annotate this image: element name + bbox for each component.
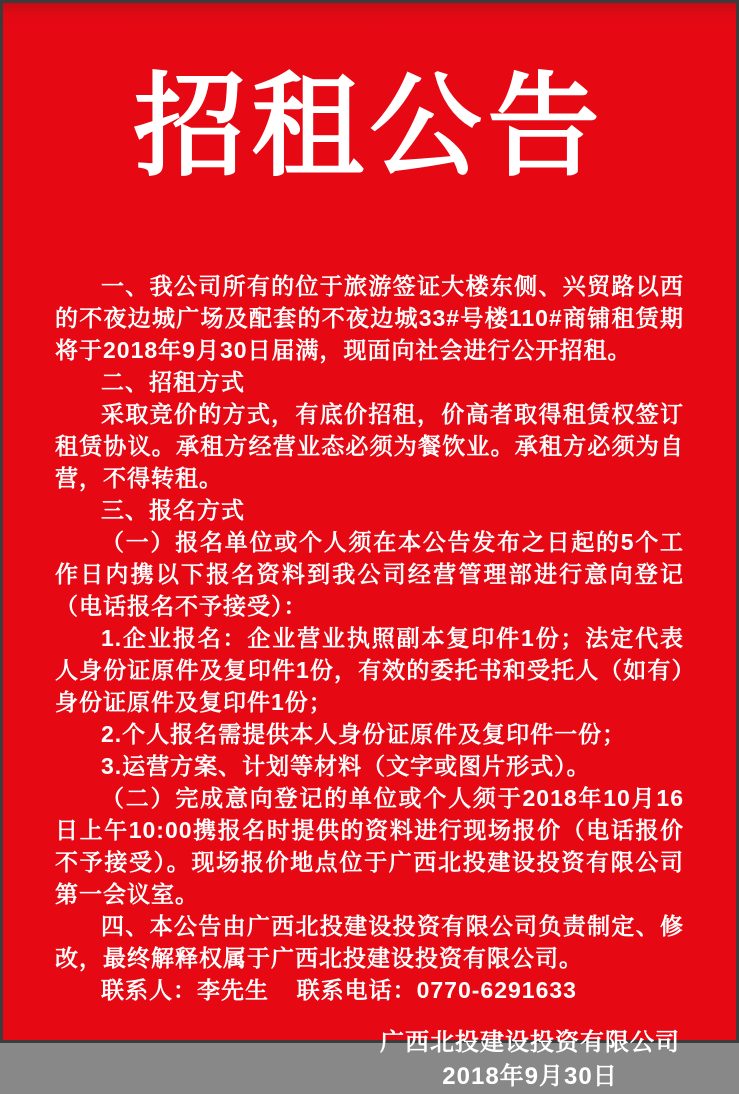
signature-inner	[380, 1026, 680, 1094]
paragraph-material-company: 1.企业报名：企业营业执照副本复印件1份；法定代表人身份证原件及复印件1份，有效的委托书和受托人（如有）身份证原件及复印件1份；	[55, 625, 684, 716]
contact-phone-label: 联系电话：	[296, 977, 417, 1004]
signature-company-name: 广西北投建设投资有限公司	[380, 1029, 680, 1057]
paragraph-material-plan: 3.运营方案、计划等材料（文字或图片形式）。	[101, 753, 591, 780]
heading-rental-method: 二、招租方式	[101, 369, 245, 396]
signature-date: 2018年9月30日	[442, 1063, 618, 1091]
heading-registration-method: 三、报名方式	[101, 497, 245, 524]
contact-phone-number: 0770-6291633	[416, 977, 577, 1004]
paragraph-material-individual: 2.个人报名需提供本人身份证原件及复印件一份；	[101, 721, 627, 748]
paragraph-registration-step-2: （二）完成意向登记的单位或个人须于2018年10月16日上午10:00携报名时提供的资料进行现场报价（电话报价不予接受）。现场报价地点位于广西北投建设投资有限公司第一会议室。	[55, 785, 684, 908]
paragraph-interpretation-rights: 四、本公告由广西北投建设投资有限公司负责制定、修改，最终解释权属于广西北投建设投资有限公司。	[55, 913, 684, 972]
contact-person-name: 李先生	[197, 977, 269, 1004]
paragraph-registration-step-1: （一）报名单位或个人须在本公告发布之日起的5个工作日内携以下报名资料到我公司经营管理部进行意向登记（电话报名不予接受）：	[55, 529, 684, 620]
paragraph-property-info: 一、我公司所有的位于旅游签证大楼东侧、兴贸路以西的不夜边城广场及配套的不夜边城33#号楼110#商铺租赁期将于2018年9月30日届满，现面向社会进行公开招租。	[55, 273, 684, 364]
signature-block	[3, 1026, 736, 1094]
contact-person-label: 联系人：	[101, 977, 197, 1004]
poster-body	[3, 270, 736, 1006]
paragraph-rental-method: 采取竞价的方式，有底价招租，价高者取得租赁权签订租赁协议。承租方经营业态必须为餐饮业。承租方必须为自营，不得转租。	[55, 401, 684, 492]
poster-title: 招租公告	[133, 66, 606, 190]
contact-line	[55, 974, 684, 1006]
